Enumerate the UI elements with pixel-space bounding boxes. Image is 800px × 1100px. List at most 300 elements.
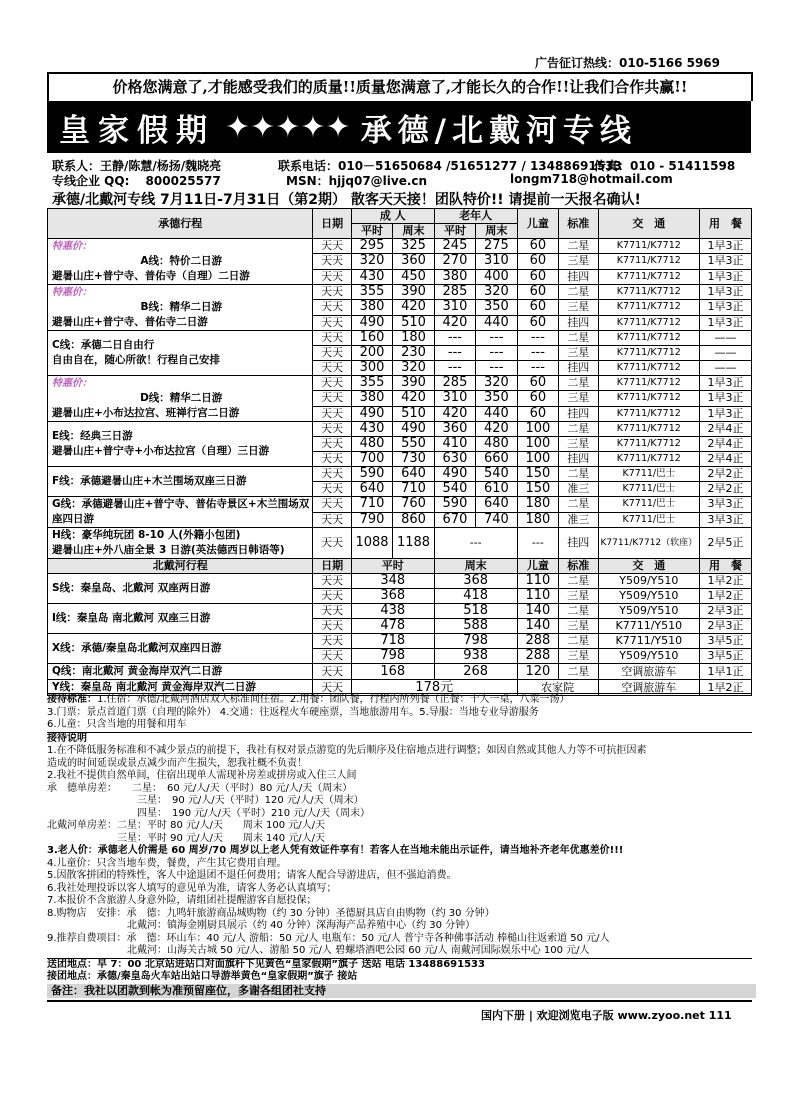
note-1b: 造成的时间延误或景点减少而产生损失，恕我社概不负责！ [47, 757, 307, 769]
table-cell: 180 [393, 331, 434, 346]
msn: MSN：hjjq07@live.cn [286, 174, 428, 188]
table-cell: 350 [476, 391, 517, 406]
table-row [48, 331, 752, 346]
table-cell: 180 [517, 512, 558, 528]
table-cell: 2早2正 [700, 467, 752, 482]
table-cell: 天天 [313, 664, 351, 680]
table-cell: 700 [351, 452, 392, 467]
table-cell: 348 [351, 574, 434, 589]
table-row [48, 376, 752, 391]
table-cell: K7711/K7712 [598, 376, 700, 391]
table-cell: 140 [517, 619, 558, 634]
table-cell: 430 [351, 269, 392, 284]
table-cell: 二星 [559, 604, 598, 619]
table-cell: 2早4正 [700, 452, 752, 467]
table-cell: 2早4正 [700, 437, 752, 452]
table-cell: 440 [476, 315, 517, 330]
note-1: 1.在不降低服务标准和不减少景点的前提下，我社有权对景点游览的先后顺序及住宿地点进行调整；如因自然或其他人力等不可抗拒因素 [47, 745, 647, 756]
table-cell: 三星 [559, 437, 598, 452]
table-cell: K7711/K7712 [598, 239, 700, 254]
table-cell: 空调旅游车 [598, 680, 700, 696]
table-cell: 天天 [313, 406, 351, 421]
table-cell: 三星 [559, 619, 598, 634]
table-cell: --- [476, 346, 517, 361]
table-cell: 110 [517, 574, 558, 589]
table-cell: 农家院 [517, 680, 598, 696]
qq: 专线企业 QQ: 800025577 [52, 174, 221, 188]
route-desc-line: 避暑山庄+普宁寺、普佑寺二日游 [52, 316, 208, 328]
table-cell: 100 [517, 452, 558, 467]
table-cell: 270 [434, 254, 475, 269]
table-cell: 三星 [559, 300, 598, 315]
table-cell: 355 [351, 376, 392, 391]
table-cell: 1早3正 [700, 239, 752, 254]
col-adult-weekend: 周末 [393, 224, 434, 239]
table-cell: —— [700, 361, 752, 376]
table-cell: 挂四 [559, 406, 598, 421]
table-cell: 100 [517, 437, 558, 452]
table-cell: 510 [393, 406, 434, 421]
col-traffic: 交 通 [598, 209, 700, 239]
h-traffic: K7711/K7712（软座） [598, 528, 700, 559]
table-cell: 268 [434, 664, 517, 680]
pick-location: 接团地点：承德/秦皇岛火车站出站口导游举黄色“皇家假期”旗子 接站 [47, 971, 358, 982]
table-cell: 150 [517, 467, 558, 482]
col-std: 标准 [559, 209, 598, 239]
table-cell: K7711/巴士 [598, 497, 700, 513]
col-adult: 成 人 [351, 209, 434, 224]
table-cell: 368 [351, 589, 434, 604]
table-cell: 天天 [313, 649, 351, 664]
col-date: 日期 [313, 209, 351, 239]
table-cell: 490 [434, 467, 475, 482]
table-cell: 二星 [559, 376, 598, 391]
table-cell: 418 [434, 589, 517, 604]
bdh-route-desc: I线：秦皇岛 南北戴河 双座三日游 [48, 604, 313, 634]
route-desc [48, 331, 313, 376]
std-title: 接待标准： [47, 694, 97, 705]
table-cell: 60 [517, 254, 558, 269]
route-desc-line: B线：精华二日游 [140, 301, 222, 313]
note-2b: 三星： 90 元/人/天（平时）120 元/人/天（周末） [47, 795, 364, 806]
route-desc-line: F线：承德避暑山庄+木兰围场双座三日游 [52, 475, 247, 487]
table-cell: 590 [434, 497, 475, 513]
table-cell: 60 [517, 315, 558, 330]
discount-tag: 特惠价： [52, 241, 92, 252]
table-cell: --- [476, 331, 517, 346]
col-senior-weekend: 周末 [476, 224, 517, 239]
table-cell: K7711/K7712 [598, 300, 700, 315]
table-cell: 718 [351, 634, 434, 649]
table-cell: 天天 [313, 467, 351, 482]
route-desc-line: D线：精华二日游 [140, 392, 223, 404]
table-cell: --- [517, 331, 558, 346]
table-cell: K7711/K7712 [598, 269, 700, 284]
std-line-1: 1.住宿：承德/北戴河酒店双人标准间住宿。2.用餐：团队餐，行程内所列餐（正餐：十人一桌，八菜一汤） [97, 694, 570, 705]
table-cell: 550 [393, 437, 434, 452]
table-row [48, 634, 752, 649]
table-cell: 1早3正 [700, 254, 752, 269]
table-cell: 天天 [313, 619, 351, 634]
table-cell: K7711/K7712 [598, 452, 700, 467]
std-line-3: 6.儿童：只含当地的用餐和用车 [47, 719, 187, 730]
email: longm718@hotmail.com [510, 172, 673, 186]
table-cell: 三星 [559, 589, 598, 604]
note-6: 6.我社处理投诉以客人填写的意见单为准，请客人务必认真填写； [47, 882, 337, 894]
table-row [48, 467, 752, 482]
table-cell: Y509/Y510 [598, 649, 700, 664]
table-cell: 1早2正 [700, 574, 752, 589]
table-cell: 760 [393, 497, 434, 513]
table-cell: 480 [476, 437, 517, 452]
table-cell: 420 [476, 422, 517, 437]
table-cell: 三星 [559, 346, 598, 361]
table-cell: Y509/Y510 [598, 604, 700, 619]
route-desc-line: E线：经典三日游 [52, 430, 133, 442]
bdh-col-weekday: 平时 [351, 559, 434, 574]
title-bar [47, 101, 751, 153]
bdh-col-meal: 用 餐 [700, 559, 752, 574]
table-cell: 60 [517, 269, 558, 284]
table-cell: 二星 [559, 331, 598, 346]
table-cell: 275 [476, 239, 517, 254]
table-cell: 3早3正 [700, 497, 752, 513]
table-cell: 1早1正 [700, 664, 752, 680]
table-cell: 798 [351, 649, 434, 664]
table-row [48, 604, 752, 619]
h-senior: --- [434, 528, 517, 559]
note-5: 5.因散客拼团的特殊性，客人中途退团不退任何费用；请客人配合导游进店，但不强迫消费。 [47, 870, 457, 881]
table-cell: K7711/K7712 [598, 422, 700, 437]
table-cell: 60 [517, 300, 558, 315]
special-line-title: 承德/北戴河专线 [360, 112, 638, 149]
bdh-col-route: 北戴河行程 [48, 559, 313, 574]
table-cell: 二星 [559, 497, 598, 513]
bdh-col-child: 儿童 [517, 559, 558, 574]
send-location: 送团地点：早 7：00 北京站进站口对面旗杆下见黄色“皇家假期”旗子 送站 电话 13488691533 [47, 958, 752, 972]
col-child: 儿童 [517, 209, 558, 239]
note-2: 2.我社不提供自然单间，住宿出现单人需现补房差或拼房或入住三人间 [47, 770, 357, 781]
table-cell: 二星 [559, 467, 598, 482]
table-cell: 1早2正 [700, 680, 752, 696]
h-date: 天天 [313, 528, 351, 559]
table-cell: 860 [393, 512, 434, 528]
table-cell: 挂四 [559, 315, 598, 330]
table-cell: 1早2正 [700, 589, 752, 604]
table-cell: Y509/Y510 [598, 589, 700, 604]
table-cell: 640 [476, 497, 517, 513]
table-cell: 2早3正 [700, 604, 752, 619]
table-row [48, 664, 752, 680]
table-cell: 空调旅游车 [598, 664, 700, 680]
table-cell: 320 [476, 376, 517, 391]
table-cell: 天天 [313, 512, 351, 528]
bdh-col-std: 标准 [559, 559, 598, 574]
h-line-desc-2: 避暑山庄+外八庙全景 3 日游(英法德西日韩语等) [52, 544, 285, 556]
table-cell: 450 [393, 269, 434, 284]
table-cell: 640 [393, 467, 434, 482]
table-cell: 天天 [313, 482, 351, 497]
table-cell: 420 [393, 300, 434, 315]
route-desc-line: A线：特价二日游 [140, 255, 223, 267]
table-cell: 300 [351, 361, 392, 376]
table-cell: 2早2正 [700, 482, 752, 497]
table-cell: K7711/巴士 [598, 467, 700, 482]
table-cell: 准三 [559, 512, 598, 528]
note-2e: 三星：平时 90 元/人/天 周末 140 元/人/天 [47, 832, 326, 844]
table-cell: 60 [517, 285, 558, 300]
table-cell: K7711/巴士 [598, 482, 700, 497]
route-desc-line: 避暑山庄+普宁寺、普佑寺（自理）二日游 [52, 270, 250, 282]
table-cell: 160 [351, 331, 392, 346]
table-cell: 178元 [351, 680, 517, 696]
star-rating-icon: ✦✦✦✦✦ [225, 109, 351, 145]
table-cell: K7711/K7712 [598, 254, 700, 269]
table-cell: 660 [476, 452, 517, 467]
h-line-desc-1: H线：豪华纯玩团 8-10 人(外籍小包团) [52, 529, 241, 541]
table-cell: 310 [434, 300, 475, 315]
table-cell: K7711/K7712 [598, 315, 700, 330]
table-cell: 410 [434, 437, 475, 452]
bdh-route-desc: Y线：秦皇岛 南北戴河 黄金海岸双汽二日游 [48, 680, 313, 696]
table-cell: 60 [517, 391, 558, 406]
table-cell: 60 [517, 239, 558, 254]
table-cell: 天天 [313, 285, 351, 300]
table-cell: 1早3正 [700, 300, 752, 315]
table-cell: 天天 [313, 376, 351, 391]
table-cell: 天天 [313, 452, 351, 467]
table-cell: 1早3正 [700, 315, 752, 330]
note-2c: 四星： 190 元/人/天（平时）210 元/人/天（周末） [47, 807, 371, 819]
note-8b: 北戴河：镇海金刚厨具展示（约 40 分钟）深海海产品养殖中心（约 30 分钟） [47, 920, 476, 931]
table-cell: 490 [351, 406, 392, 421]
note-2d: 北戴河单房差：二星：平时 80 元/人/天 周末 100 元/人/天 [47, 820, 326, 831]
table-cell: 540 [434, 482, 475, 497]
table-cell: 天天 [313, 680, 351, 696]
remark: 备注：我社以团款到帐为准预留座位，多谢各组团社支持 [47, 984, 756, 998]
table-cell: 168 [351, 664, 434, 680]
table-cell: 390 [393, 285, 434, 300]
bdh-col-date: 日期 [313, 559, 351, 574]
table-row [48, 497, 752, 513]
table-cell: 天天 [313, 300, 351, 315]
fax: 传真：010 - 51411598 [594, 159, 736, 173]
table-cell: 三星 [559, 649, 598, 664]
table-cell: 320 [351, 254, 392, 269]
table-cell: 670 [434, 512, 475, 528]
table-cell: --- [517, 346, 558, 361]
note-9: 9.推荐自费项目：承 德：环山车：40 元/人 游船：50 元/人 电瓶车：50 元/人 普宁寺各种佛事活动 棒槌山往返索道 50 元/人 [47, 932, 610, 944]
col-cd-route: 承德行程 [48, 209, 313, 239]
bdh-route-desc: Q线：南北戴河 黄金海岸双汽二日游 [48, 664, 313, 680]
table-cell: 590 [351, 467, 392, 482]
table-cell: 710 [351, 497, 392, 513]
table-cell: 二星 [559, 285, 598, 300]
col-senior-weekday: 平时 [434, 224, 475, 239]
table-cell: K7711/巴士 [598, 512, 700, 528]
table-cell: 420 [393, 391, 434, 406]
note-2a: 承 德单房差： 二星： 60 元/人/天（平时）80 元/人/天（周末） [47, 782, 353, 794]
table-cell: 天天 [313, 254, 351, 269]
table-cell: 挂四 [559, 361, 598, 376]
table-cell: 380 [351, 391, 392, 406]
table-cell: 740 [476, 512, 517, 528]
table-cell: 110 [517, 589, 558, 604]
table-cell: Y509/Y510 [598, 574, 700, 589]
col-meal: 用 餐 [700, 209, 752, 239]
note-9b: 北戴河：山海关古城 50 元/人、游船 50 元/人 碧螺塔酒吧公园 60 元/人 南戴河国际娱乐中心 100 元/人 [47, 945, 590, 956]
note-7: 7.本报价不含旅游人身意外险，请组团社提醒游客自愿投保； [47, 895, 317, 906]
table-cell: 310 [476, 254, 517, 269]
table-cell: 挂四 [559, 452, 598, 467]
discount-tag: 特惠价： [52, 378, 92, 389]
table-row [48, 285, 752, 300]
table-cell: 3早3正 [700, 512, 752, 528]
table-cell: 368 [434, 574, 517, 589]
bdh-route-desc: X线：承德/秦皇岛北戴河双座四日游 [48, 634, 313, 664]
page-footer: 国内下册 | 欢迎浏览电子版 www.zyoo.net 111 [481, 1009, 732, 1022]
table-cell: 二星 [559, 239, 598, 254]
table-cell: 3早5正 [700, 634, 752, 649]
h-adult-weekday: 1088 [351, 528, 392, 559]
std-line-2: 3.门票：景点首道门票（自理的除外） 4.交通：往返程火车硬座票，当地旅游用车。5.导服：当地专业导游服务 [47, 706, 539, 718]
table-cell: 588 [434, 619, 517, 634]
table-cell: 天天 [313, 497, 351, 513]
table-cell: 380 [351, 300, 392, 315]
table-cell: 938 [434, 649, 517, 664]
table-cell: 790 [351, 512, 392, 528]
table-cell: K7711/Y510 [598, 619, 700, 634]
table-cell: 1早3正 [700, 285, 752, 300]
table-cell: 2早3正 [700, 619, 752, 634]
explain-title: 接待说明 [47, 732, 752, 746]
table-cell: 325 [393, 239, 434, 254]
table-cell: 490 [393, 422, 434, 437]
table-cell: 1早3正 [700, 269, 752, 284]
h-line-desc [48, 528, 313, 559]
note-3: 3.老人价：承德老人价需是 60 周岁/70 周岁以上老人凭有效证件享有！若客人在当地未能出示证件，请当地补齐老年优惠差价!!! [47, 845, 624, 856]
table-row [48, 574, 752, 589]
table-cell: 380 [434, 269, 475, 284]
col-adult-weekday: 平时 [351, 224, 392, 239]
table-cell: 360 [434, 422, 475, 437]
table-cell: 天天 [313, 437, 351, 452]
table-cell: 355 [351, 285, 392, 300]
table-cell: 天天 [313, 239, 351, 254]
table-cell: 天天 [313, 315, 351, 330]
bdh-col-traffic: 交 通 [598, 559, 700, 574]
table-cell: --- [434, 346, 475, 361]
table-cell: 285 [434, 285, 475, 300]
bdh-route-desc: S线：秦皇岛、北戴河 双座两日游 [48, 574, 313, 604]
table-cell: 60 [517, 376, 558, 391]
table-cell: 天天 [313, 422, 351, 437]
price-table [47, 208, 752, 696]
table-cell: K7711/K7712 [598, 437, 700, 452]
table-cell: 510 [393, 315, 434, 330]
table-cell: 295 [351, 239, 392, 254]
table-cell: --- [476, 361, 517, 376]
h-child: --- [517, 528, 558, 559]
table-cell: 150 [517, 482, 558, 497]
h-std: 挂四 [559, 528, 598, 559]
table-cell: 518 [434, 604, 517, 619]
table-cell: 天天 [313, 361, 351, 376]
table-cell: K7711/K7712 [598, 346, 700, 361]
table-cell: 天天 [313, 574, 351, 589]
table-cell: K7711/K7712 [598, 331, 700, 346]
table-cell: 710 [393, 482, 434, 497]
table-row [48, 422, 752, 437]
slogan: 价格您满意了,才能感受我们的质量!!质量您满意了,才能长久的合作!!让我们合作共赢!! [47, 72, 753, 101]
table-cell: 540 [476, 467, 517, 482]
table-cell: 天天 [313, 346, 351, 361]
table-cell: 285 [434, 376, 475, 391]
table-cell: 640 [351, 482, 392, 497]
table-cell: K7711/Y510 [598, 634, 700, 649]
route-desc-line: C线：承德二日自由行 [52, 339, 155, 351]
table-cell: --- [434, 331, 475, 346]
table-cell: 200 [351, 346, 392, 361]
table-cell: 400 [476, 269, 517, 284]
table-cell: 438 [351, 604, 434, 619]
route-desc [48, 285, 313, 331]
table-cell: 天天 [313, 604, 351, 619]
route-desc [48, 467, 313, 497]
table-cell: 610 [476, 482, 517, 497]
table-cell: 准三 [559, 482, 598, 497]
h-adult-weekend: 1188 [393, 528, 434, 559]
table-cell: 100 [517, 422, 558, 437]
table-cell: 2早4正 [700, 422, 752, 437]
table-cell: 1早3正 [700, 406, 752, 421]
bdh-col-weekend: 周末 [434, 559, 517, 574]
col-senior: 老年人 [434, 209, 517, 224]
table-cell: 480 [351, 437, 392, 452]
table-cell: 3早5正 [700, 649, 752, 664]
route-desc [48, 497, 313, 528]
table-cell: K7711/K7712 [598, 285, 700, 300]
route-desc-line: 避暑山庄+普宁寺+小布达拉宫（自理）三日游 [52, 445, 270, 457]
table-cell: 二星 [559, 422, 598, 437]
footer-divider [47, 1000, 752, 1002]
discount-tag: 特惠价： [52, 287, 92, 298]
note-4: 4.儿童价：只含当地车费，餐费，产生其它费用自理。 [47, 857, 287, 869]
table-cell: 180 [517, 497, 558, 513]
table-cell: 798 [434, 634, 517, 649]
table-cell: 490 [351, 315, 392, 330]
table-cell: 三星 [559, 254, 598, 269]
table-cell: 天天 [313, 391, 351, 406]
table-cell: —— [700, 346, 752, 361]
table-cell: 二星 [559, 664, 598, 680]
table-cell: 天天 [313, 269, 351, 284]
route-desc-line: 自由自在，随心所欲！行程自己安排 [52, 354, 220, 366]
route-desc [48, 422, 313, 467]
table-cell: 二星 [559, 634, 598, 649]
table-cell: 1早3正 [700, 376, 752, 391]
table-cell: 320 [393, 361, 434, 376]
h-meal: 2早5正 [700, 528, 752, 559]
route-desc [48, 239, 313, 285]
table-cell: --- [517, 361, 558, 376]
table-cell: 天天 [313, 331, 351, 346]
table-cell: K7711/K7712 [598, 391, 700, 406]
contact-phone: 联系电话：010－51650684 /51651277 / 13488691533 [278, 159, 622, 173]
table-cell: 390 [393, 376, 434, 391]
table-cell: 挂四 [559, 269, 598, 284]
table-cell: 天天 [313, 634, 351, 649]
